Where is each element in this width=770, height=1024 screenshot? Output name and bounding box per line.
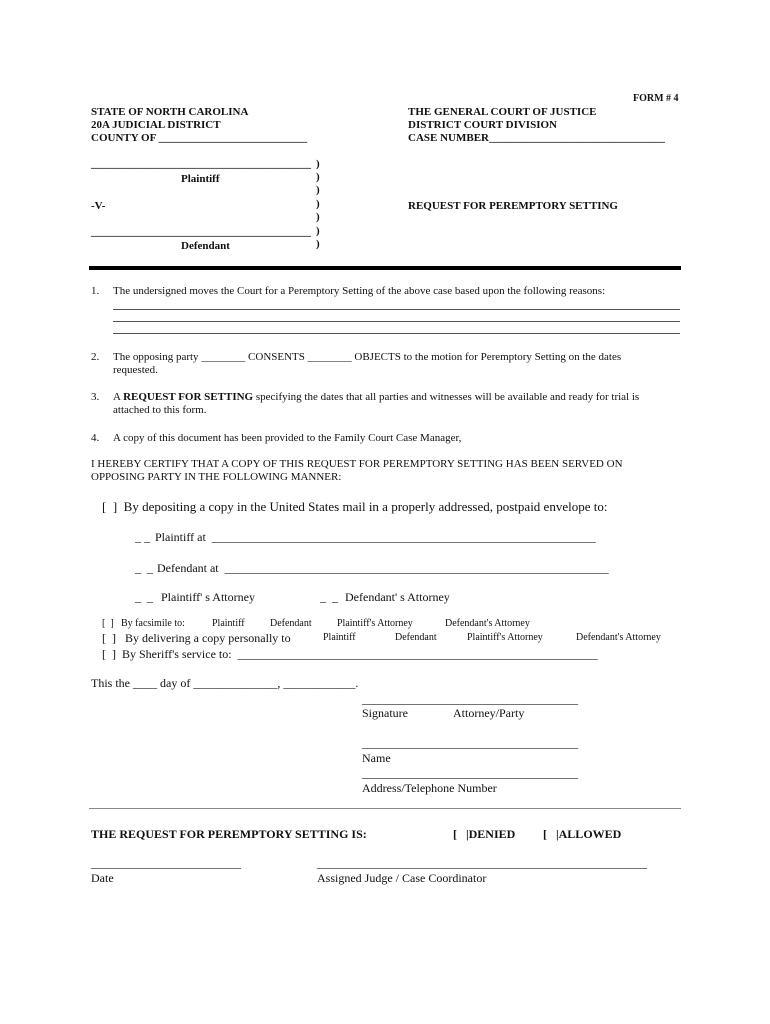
division-label: DISTRICT COURT DIVISION <box>408 119 557 131</box>
plaintiff-name-field[interactable]: ________________________________________ <box>91 158 311 170</box>
item-3-text-cont: attached to this form. <box>113 404 207 416</box>
sheriff-option[interactable]: [ ] By Sheriff's service to: ____________________________________________________________ <box>102 647 598 661</box>
judge-signature-line[interactable]: _______________________________________________________ <box>317 856 647 870</box>
versus-label: -V- <box>91 200 106 212</box>
signature-line[interactable]: ____________________________________ <box>362 692 578 706</box>
fax-option-defendant[interactable]: Defendant <box>270 618 312 629</box>
mail-option[interactable]: [ ] By depositing a copy in the United States mail in a properly addressed, postpaid envelope to: <box>102 499 608 514</box>
county-field[interactable]: COUNTY OF ___________________________ <box>91 132 308 144</box>
defendant-label: Defendant <box>181 240 230 252</box>
signature-label: Signature <box>362 706 408 720</box>
header-divider <box>89 266 681 270</box>
item-2-text-cont: requested. <box>113 364 158 376</box>
caption-paren: ) <box>316 171 320 183</box>
defendant-name-field[interactable]: ________________________________________ <box>91 226 311 238</box>
denied-checkbox[interactable]: [ |DENIED <box>453 827 516 841</box>
tiny-checkbox[interactable]: _ _ <box>135 561 153 575</box>
item-2-text[interactable]: The opposing party ________ CONSENTS ________ OBJECTS to the motion for Peremptory Setting on the dates <box>113 351 622 363</box>
tiny-checkbox[interactable]: _ _ <box>320 590 338 604</box>
plaintiff-label: Plaintiff <box>181 173 220 185</box>
item-3-rest: specifying the dates that all parties and witnesses will be available and ready for trial is <box>253 391 640 403</box>
item-4-text: A copy of this document has been provided to the Family Court Case Manager, <box>113 432 462 444</box>
tiny-checkbox[interactable]: _ _ <box>135 590 153 604</box>
item-number: 3. <box>91 391 100 403</box>
item-number: 2. <box>91 351 100 363</box>
deliver-option-defendants-attorney[interactable]: Defendant's Attorney <box>576 632 661 643</box>
defendant-address-field[interactable]: Defendant at ________________________________________________________________ <box>157 561 609 575</box>
district-label: 20A JUDICIAL DISTRICT <box>91 119 221 131</box>
fax-checkbox[interactable]: [ ] <box>102 618 114 629</box>
defendants-attorney-option[interactable]: Defendant' s Attorney <box>345 590 450 604</box>
caption-paren: ) <box>316 198 320 210</box>
date-signed-field[interactable]: This the ____ day of ______________, ____________. <box>91 676 359 690</box>
court-label: THE GENERAL COURT OF JUSTICE <box>408 106 597 118</box>
reason-line[interactable] <box>113 309 680 310</box>
form-title: REQUEST FOR PEREMPTORY SETTING <box>408 200 618 212</box>
plaintiff-address-field[interactable]: Plaintiff at ________________________________________________________________ <box>155 530 596 544</box>
name-line[interactable]: ____________________________________ <box>362 736 578 750</box>
name-label: Name <box>362 751 391 765</box>
ruling-date-line[interactable]: _________________________ <box>91 856 241 870</box>
plaintiffs-attorney-option[interactable]: Plaintiff' s Attorney <box>161 590 255 604</box>
case-number-field[interactable]: CASE NUMBER________________________________ <box>408 132 665 144</box>
fax-option-plaintiffs-attorney[interactable]: Plaintiff's Attorney <box>337 618 413 629</box>
state-label: STATE OF NORTH CAROLINA <box>91 106 249 118</box>
caption-paren: ) <box>316 211 320 223</box>
deliver-option-defendant[interactable]: Defendant <box>395 632 437 643</box>
address-label: Address/Telephone Number <box>362 781 497 795</box>
certify-text: I HEREBY CERTIFY THAT A COPY OF THIS REQUEST FOR PEREMPTORY SETTING HAS BEEN SERVED ON <box>91 458 623 470</box>
attorney-party-label: Attorney/Party <box>453 706 525 720</box>
deliver-label: By delivering a copy personally to <box>125 631 291 645</box>
deliver-option-plaintiff[interactable]: Plaintiff <box>323 632 356 643</box>
caption-paren: ) <box>316 225 320 237</box>
item-3-text <box>113 391 639 403</box>
item-number: 4. <box>91 432 100 444</box>
item-number: 1. <box>91 285 100 297</box>
ruling-divider <box>89 808 681 809</box>
deliver-option-plaintiffs-attorney[interactable]: Plaintiff's Attorney <box>467 632 543 643</box>
form-number: FORM # 4 <box>633 93 679 104</box>
caption-paren: ) <box>316 184 320 196</box>
certify-text-cont: OPPOSING PARTY IN THE FOLLOWING MANNER: <box>91 471 342 483</box>
item-1-text: The undersigned moves the Court for a Peremptory Setting of the above case based upon the following reasons: <box>113 285 606 297</box>
allowed-checkbox[interactable]: [ |ALLOWED <box>543 827 622 841</box>
caption-paren: ) <box>316 158 320 170</box>
ruling-label: THE REQUEST FOR PEREMPTORY SETTING IS: <box>91 827 367 841</box>
fax-option-defendants-attorney[interactable]: Defendant's Attorney <box>445 618 530 629</box>
judge-label: Assigned Judge / Case Coordinator <box>317 871 487 885</box>
item-3-bold: REQUEST FOR SETTING <box>123 391 254 403</box>
reason-line[interactable] <box>113 333 680 334</box>
fax-label: By facsimile to: <box>121 618 185 629</box>
caption-paren: ) <box>316 238 320 250</box>
reason-line[interactable] <box>113 321 680 322</box>
fax-option-plaintiff[interactable]: Plaintiff <box>212 618 245 629</box>
tiny-checkbox[interactable]: _ _ <box>135 530 150 544</box>
ruling-date-label: Date <box>91 871 114 885</box>
item-3-prefix: A <box>113 391 124 403</box>
address-line[interactable]: ____________________________________ <box>362 766 578 780</box>
deliver-checkbox[interactable]: [ ] <box>102 631 116 645</box>
